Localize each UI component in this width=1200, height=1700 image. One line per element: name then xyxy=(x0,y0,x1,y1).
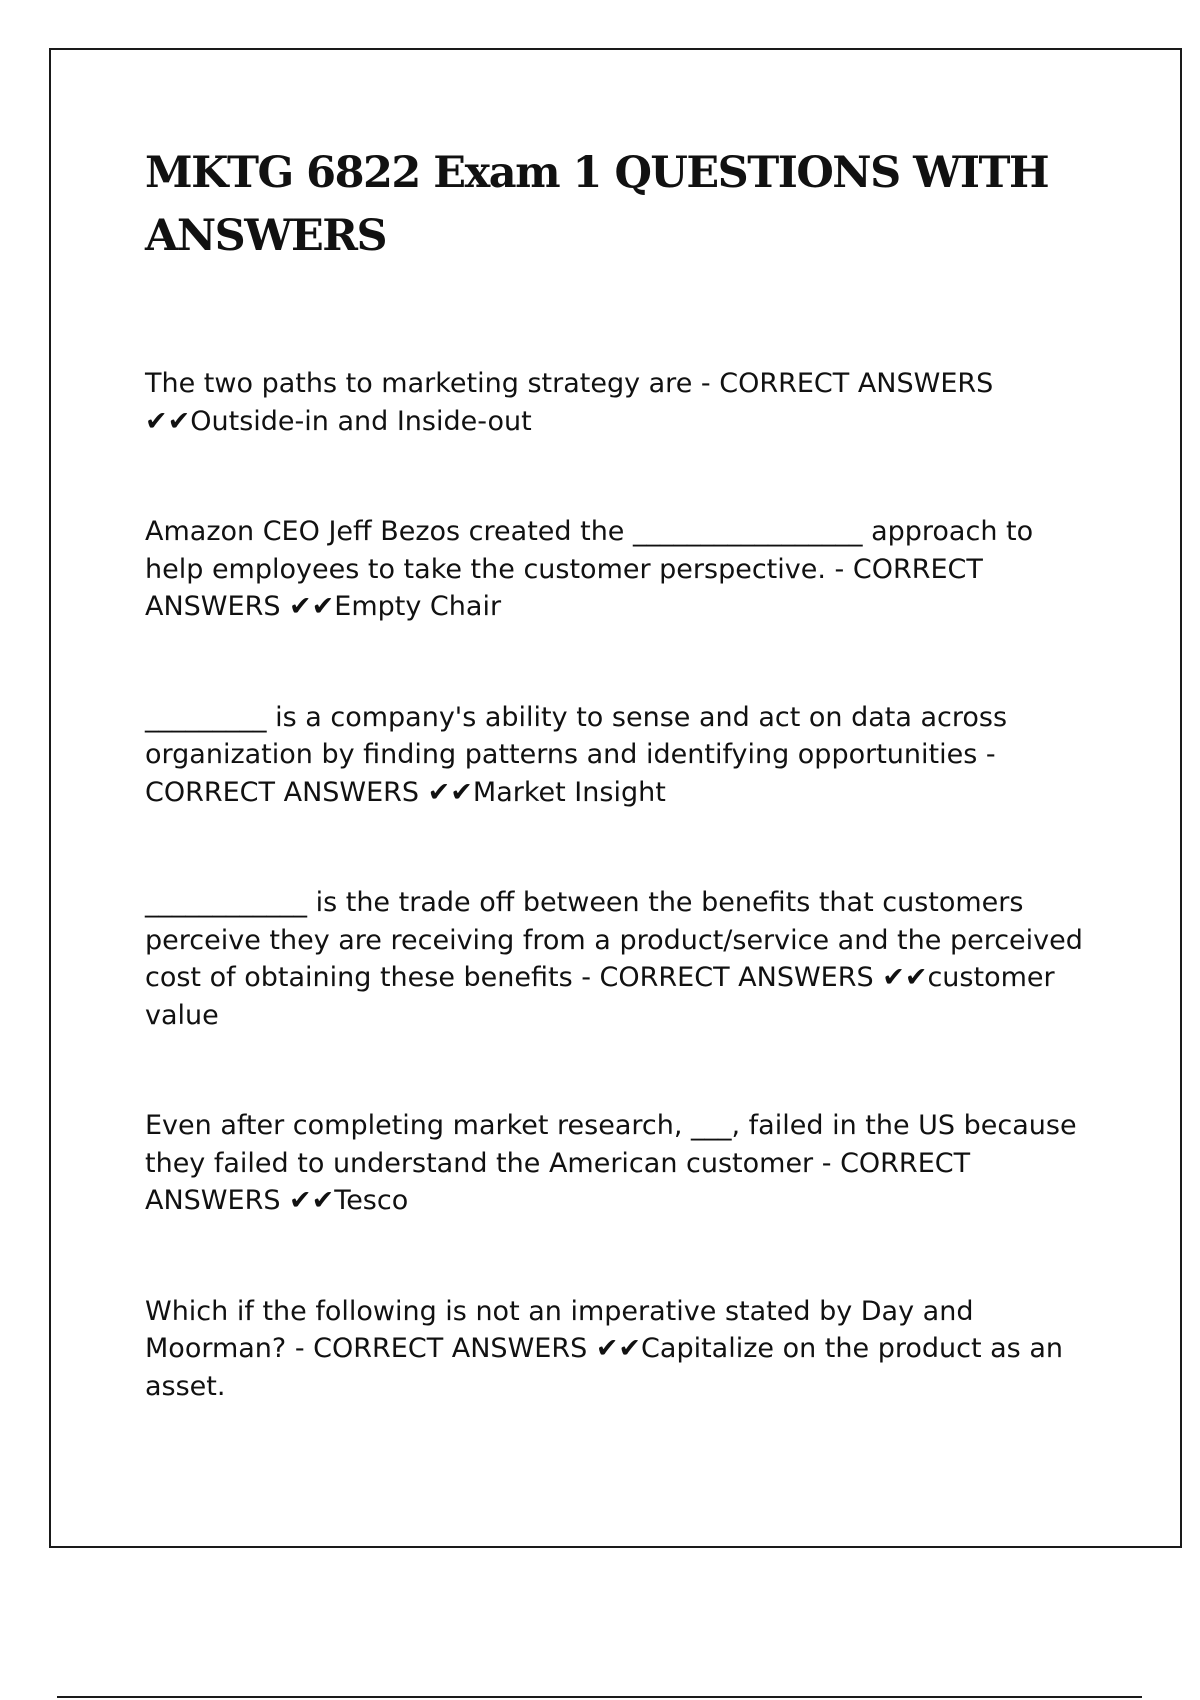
question-answer-list xyxy=(145,365,1095,1478)
document-title: MKTG 6822 Exam 1 QUESTIONS WITH ANSWERS xyxy=(145,148,1049,261)
question-answer-item: _________ is a company's ability to sense and act on data across organization by finding patterns and identifying opportunities - CORRECT ANSWERS ✔✔Market Insight xyxy=(145,701,1016,808)
question-answer-item: ____________ is the trade off between the benefits that customers perceive they are receiving from a product/service and the perceived cost of obtaining these benefits - CORRECT ANSWERS ✔✔customer value xyxy=(145,887,1092,1031)
question-answer-item: Even after completing market research, ___, failed in the US because they failed to understand the American customer - CORRECT ANSWERS ✔✔Tesco xyxy=(145,1110,1086,1216)
question-answer-item: Which if the following is not an imperative stated by Day and Moorman? - CORRECT ANSWERS ✔✔Capitalize on the product as an asset. xyxy=(145,1295,1072,1402)
question-answer-item: Amazon CEO Jeff Bezos created the _________________ approach to help employees to take the customer perspective. - CORRECT ANSWERS ✔✔Empty Chair xyxy=(145,516,1042,622)
footer-divider xyxy=(57,1696,1142,1698)
question-answer-item: The two paths to marketing strategy are - CORRECT ANSWERS ✔✔Outside-in and Inside-out xyxy=(145,368,1002,437)
